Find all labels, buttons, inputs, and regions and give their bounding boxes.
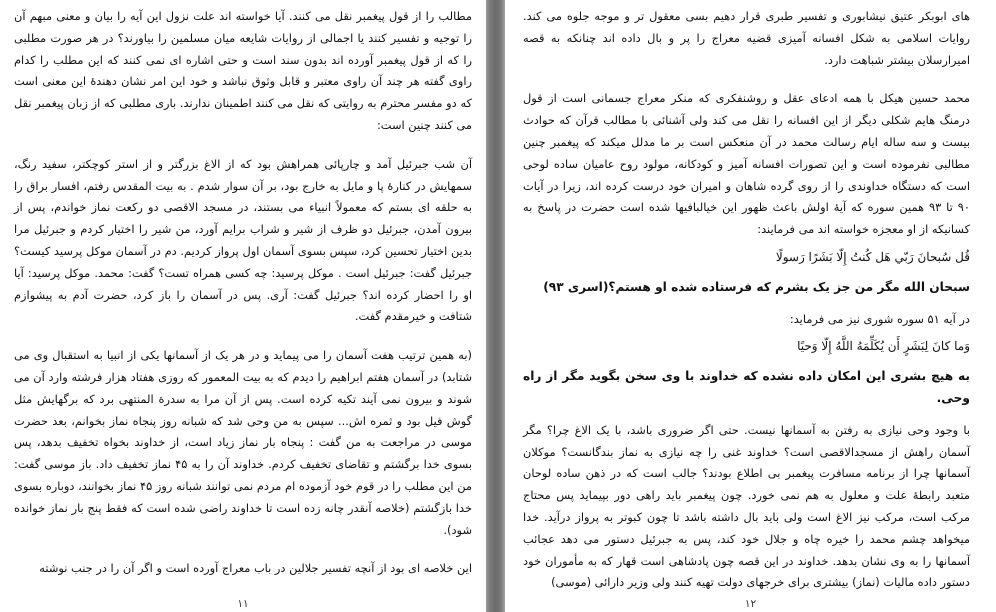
quran-verse-2: وَما كانَ لِبَشَرٍ أَن يُكَلِّمَهُ اللَّهُ إِلّا وَحيًا	[797, 339, 970, 354]
right-page-text	[523, 6, 970, 611]
left-paragraph-4: این خلاصه ای بود از آنچه تفسیر جلالین در باب معراج آورده است و اگر آن را در جنب نوشته	[39, 561, 472, 576]
right-paragraph-closing: با وجود وحی نیازی به رفتن به آسمانها نیست. حتی اگر ضروری باشد، با یک الاغ چرا؟ مگر آسمان راهش از مسجدالاقصی است؟ خداوند غنی را چه نیازی به نماز بندگانست؟ موکلان آسمانها چرا از برنامه مسافرت پیغمبر بی اطلاع بودند؟ جالب است که در ذهن ساده لوحان متعبد رابطهٔ علت و معلول به هم نمی خورد. چون پیغمبر باید راهی دور بپیماید پس محتاج مرکب است، مرکب نیز الاغ است ولی باید بال داشته باشد تا چون کبوتر به پرواز درآید. خدا میخواهد چشم محمد را خیره چاه و جلال خود کند، پس به جبرئیل دستور می دهد عجائب آسمانها را به وی نشان بدهد. خداوند در این قصه چون پادشاهی است قهار که به مأموران خود دستور داده مالیات (نماز) بیشتری برای خرجهای دولت تهیه کنند ولی وزیر دارائی (موسی)	[523, 422, 970, 590]
left-page-text	[14, 6, 472, 597]
book-gutter	[486, 0, 505, 612]
left-paragraph-2: آن شب جبرئیل آمد و چارپائی همراهش بود که از الاغ بزرگتر و از استر کوچکتر، سفید رنگ، سمهایش در کنارهٔ پا و مایل به خارج بود، بر آن سوار شدم . به بیت المقدس رفتم، افسار براق را به حلقه ای بستم که معمولاً انبیاء می بستند، در مسجد الاقصی دو رکعت نماز خواندم، پس از بیرون آمدن، جبرئیل دو ظرف از شیر و شراب برایم آورد، من شیر را اختیار کردم و جبرئیل مرا بدین اختیار تحسین کرد، سپس بسوی آسمان اول پرواز کردیم. دم در آسمان موکل پرسید کیست؟ جبرئیل گفت: جبرئیل است . موکل پرسید: چه کسی همراه تست؟ گفت: محمد. موکل پرسید: آیا او را احضار کرده اند؟ جبرئیل گفت: آری. پس در آسمان را باز کرد، حضرت آدم به پیشوازم شتافت و خیرمقدم گفت.	[14, 156, 472, 324]
left-paragraph-3: (به همین ترتیب هفت آسمان را می پیماید و در هر یک از آسمانها یکی از انبیا به استقبال وی می شتابد) در آسمان هفتم ابراهیم را دیدم که به بیت المعمور که روزی هفتاد هزار فرشته وارد آن می شوند و بیرون نمی آیند تکیه کرده است. پس از آن مرا به سدرة المنتهی برد که برگهایش مثل گوش فیل بود و ثمره اش... سپس به من وحی شد که شبانه روز پنجاه نماز بخوانم، بعد حضرت موسی در مراجعت به من گفت : پنجاه بار نماز زیاد است، از خداوند بخواه تخفیف بدهد، پس بسوی خدا برگشتم و تقاضای تخفیف کردم. خداوند آن را به ۴۵ نماز تخفیف داد. باز موسی گفت: من این مطلب را در قوم خود آزموده ام مردم نمی توانند شبانه روز ۴۵ نماز بخوانند، دوباره بسوی خدا بازگشتم (خلاصه آنقدر چانه زده است تا خداوند راضی شده است که فقط پنج بار نماز خوانده شود).	[14, 348, 472, 537]
verse-2-translation: به هیچ بشری این امکان داده نشده که خداوند با وی سخن بگوید مگر از راه وحی.	[523, 369, 970, 405]
right-paragraph-1: های ابوبکر عتیق نیشابوری و تفسیر طبری قرار دهیم بسی معقول تر و موجه جلوه می کند. روایات اسلامی به شکل افسانه آمیزی قضیه معراج را پر و بال داده اند چنانکه به قصه امیرارسلان بیشتر شباهت دارد.	[523, 9, 970, 67]
left-paragraph-1: مطالب را از قول پیغمبر نقل می کنند. آیا خواسته اند علت نزول این آیه را بیان و معنی مبهم آن را توجیه و تفسیر کنند یا اجمالی از روایات شایعه میان مسلمین را بیاورند؟ در هر صورت مطلبی را که از قول پیغمبر آورده اند بدون سند است و حتی اشاره ای نمی کنند که این مطلب را کدام راوی گفته هر چند آن راوی معتبر و قابل وثوق نباشد و خود این امر نشان دهندهٔ این معنی است که دو مفسر محترم به روایتی که نقل می کنند اطمینان ندارند. باری مطلبی که از زبان پیغمبر نقل می کنند چنین است:	[14, 9, 472, 132]
right-paragraph-2: محمد حسین هیکل با همه ادعای عقل و روشنفکری که منکر معراج جسمانی است از قول درمنگ هایم شکلی دیگر از این افسانه را نقل می کند ولی آشنائی با مطالب قرآن که حوادث بیست و سه ساله ایام رسالت محمد در آن منعکس است بر ما مدلل میکند که پیغمبر چنین مطالبی نفرموده است و این تصورات افسانه آمیز و کودکانه، مولود روح عامیان ساده لوحی است که دستگاه خداوندی را از روی گرده شاهان و امیران خود درست کرده اند، زیرا در آیات ۹۰ تا ۹۳ همین سوره که آیهٔ اولش باعث ظهور این خیالبافیها شده است حضرت در پاسخ به کسانیکه از او معجزه خواسته اند می فرمایند:	[523, 91, 970, 237]
right-page-number: ۱۲	[744, 598, 757, 610]
left-page-number: ۱۱	[237, 598, 249, 610]
left-book-page	[0, 0, 486, 612]
right-book-page	[505, 0, 996, 612]
verse-1-translation: سبحان الله مگر من جز یک بشرم که فرستاده شده او هستم؟(اسری ۹۳)	[543, 279, 970, 294]
verse-2-intro: در آیه ۵۱ سوره شوری نیز می فرماید:	[789, 311, 970, 326]
quran-verse-1: قُل سُبحانَ رَبّي هَل كُنتُ إِلّا بَشَرًا رَسولًا	[775, 249, 970, 264]
